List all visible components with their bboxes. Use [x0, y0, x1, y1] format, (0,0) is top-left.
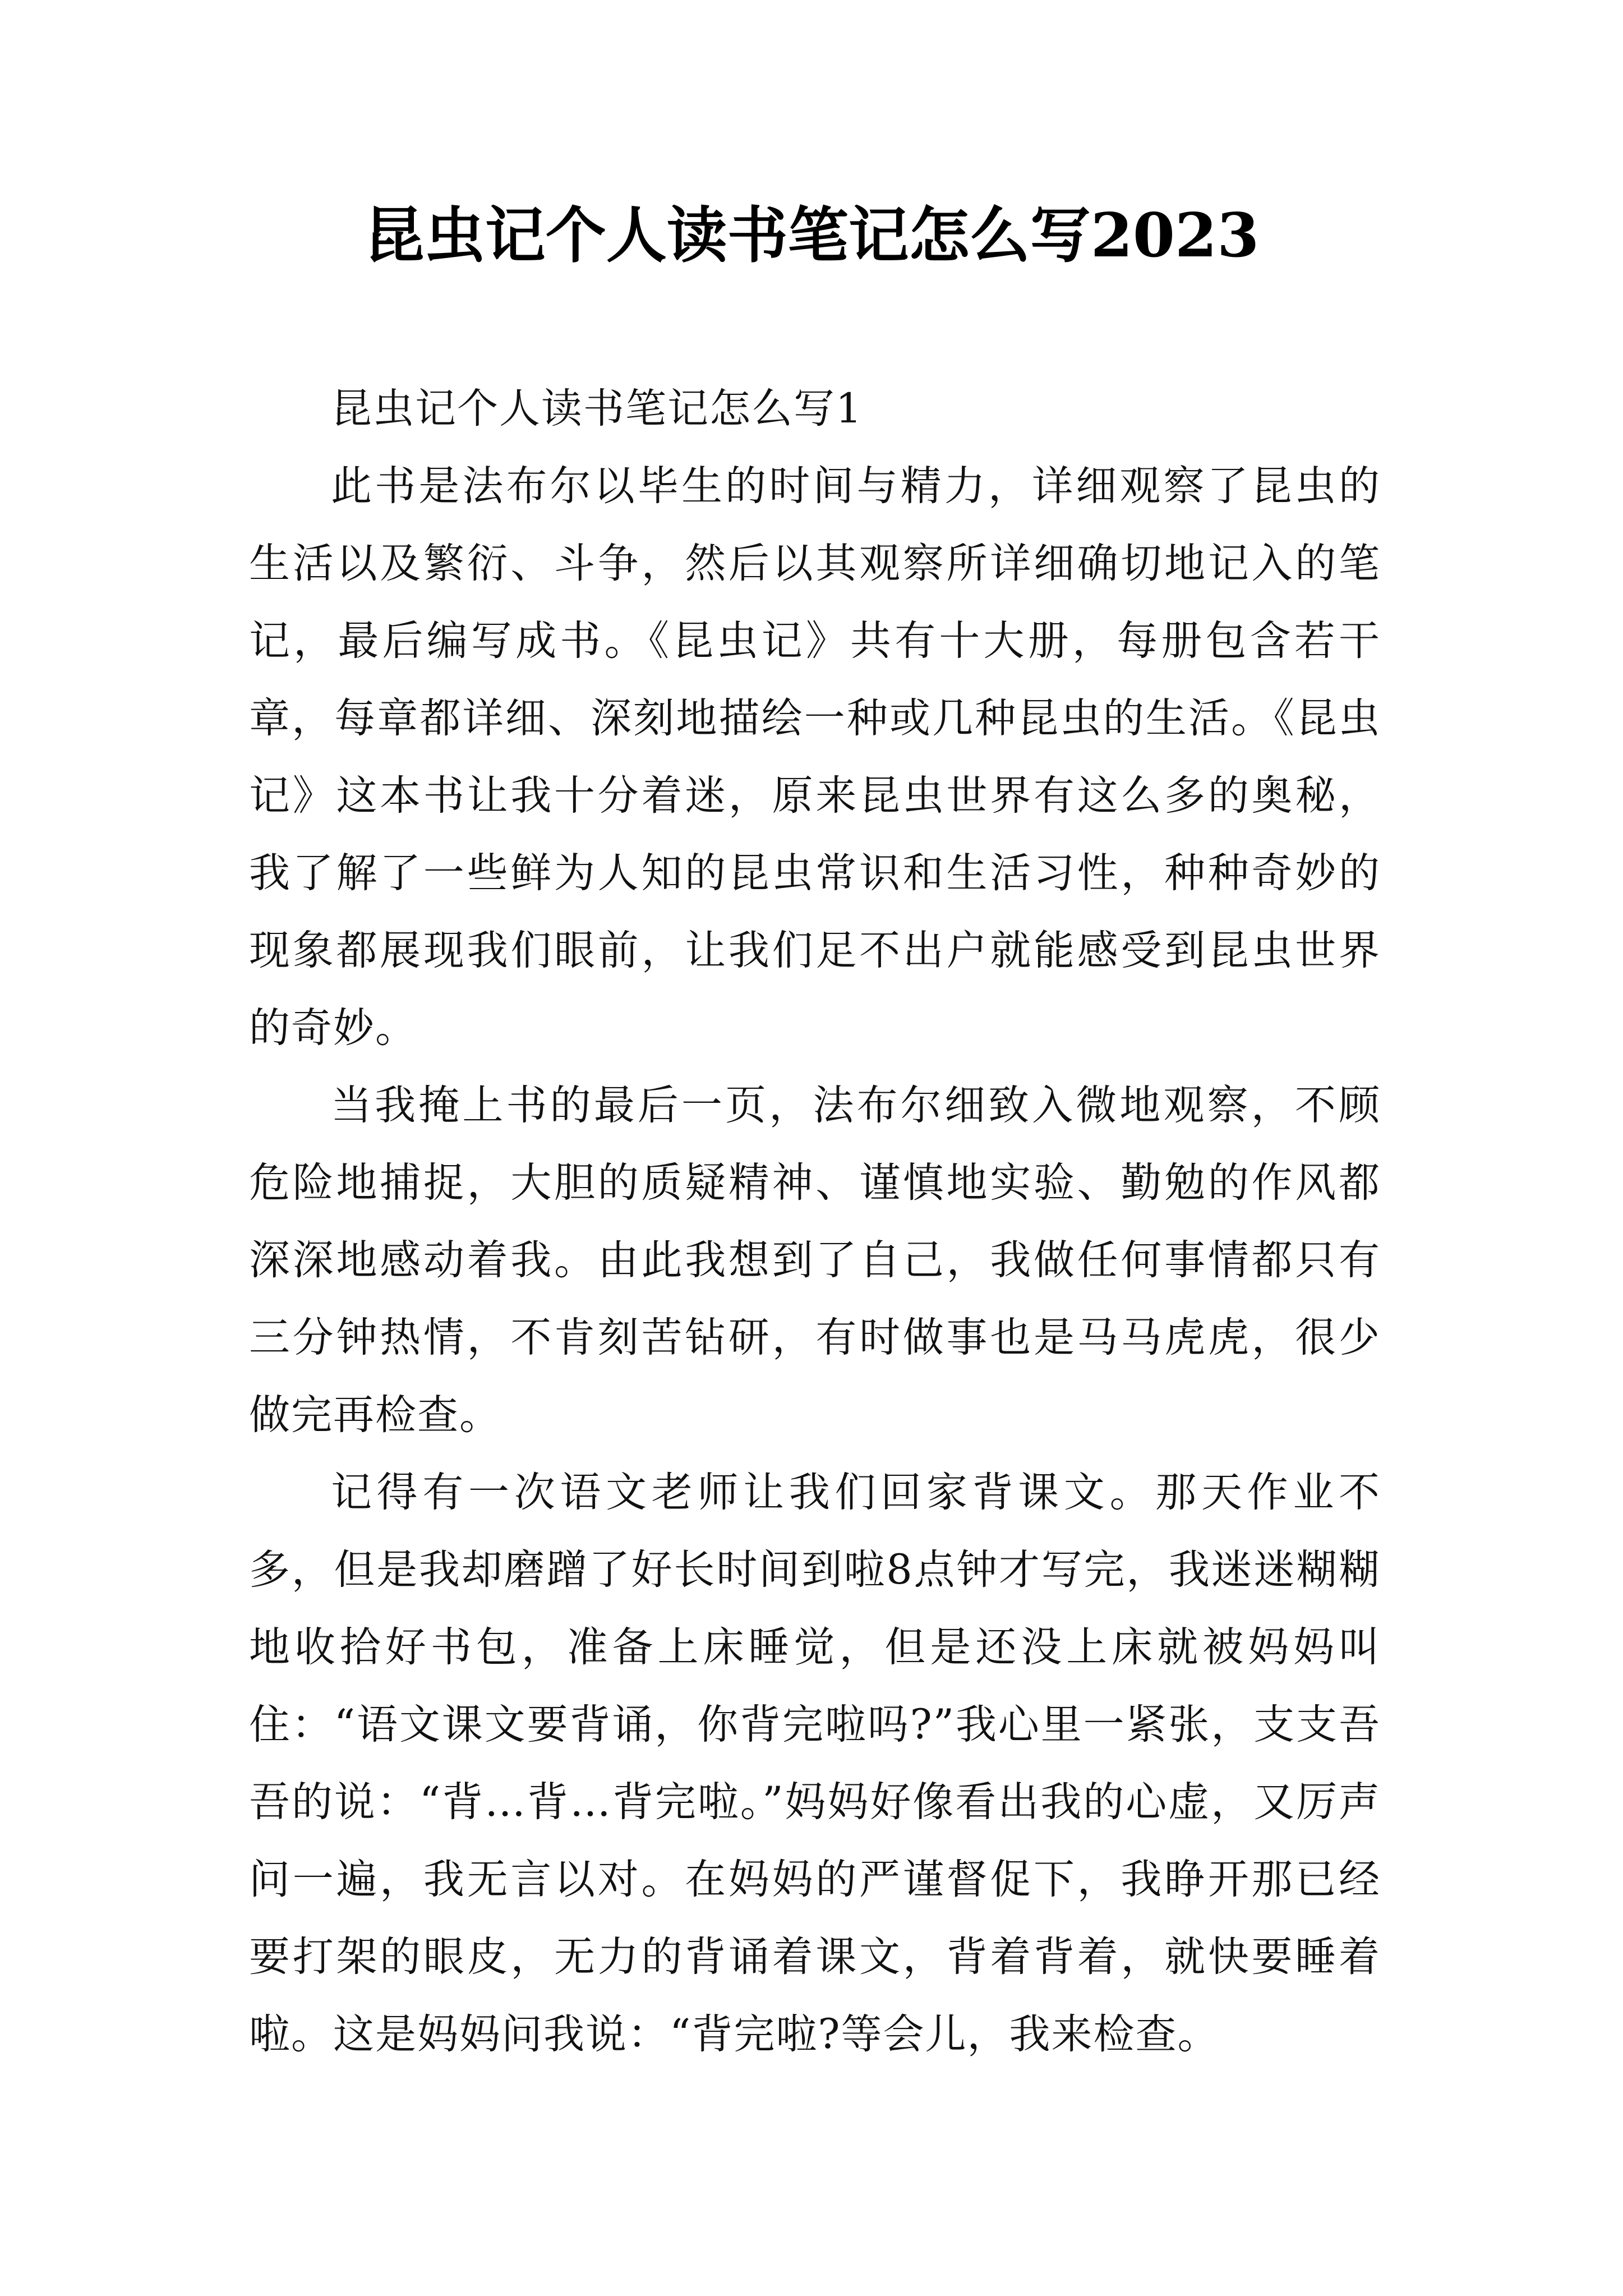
body-paragraph: 记得有一次语文老师让我们回家背课文。那天作业不多，但是我却磨蹭了好长时间到啦8点钟才写完，我迷迷糊糊地收拾好书包，准备上床睡觉，但是还没上床就被妈妈叫住：“语文课文要背诵，你背完啦吗?”我心里一紧张，支支吾吾的说：“背…背…背完啦。”妈妈好像看出我的心虚，又厉声问一遍，我无言以对。在妈妈的严谨督促下，我睁开那已经要打架的眼皮，无力的背诵着课文，背着背着，就快要睡着啦。这是妈妈问我说：“背完啦?等会儿，我来检查。: [249, 1469, 1381, 2058]
page-title: 昆虫记个人读书笔记怎么写2023: [363, 200, 1260, 271]
body-paragraph: 此书是法布尔以毕生的时间与精力，详细观察了昆虫的生活以及繁衍、斗争，然后以其观察所详细确切地记入的笔记，最后编写成书。《昆虫记》共有十大册，每册包含若干章，每章都详细、深刻地描绘一种或几种昆虫的生活。《昆虫记》这本书让我十分着迷，原来昆虫世界有这么多的奥秘，我了解了一些鲜为人知的昆虫常识和生活习性，种种奇妙的现象都展现我们眼前，让我们足不出户就能感受到昆虫世界的奇妙。: [249, 462, 1381, 1052]
section-heading: 昆虫记个人读书笔记怎么写1: [331, 385, 863, 432]
document-body: [249, 370, 1381, 2073]
body-paragraph: 当我掩上书的最后一页，法布尔细致入微地观察，不顾危险地捕捉，大胆的质疑精神、谨慎地实验、勤勉的作风都深深地感动着我。由此我想到了自己，我做任何事情都只有三分钟热情，不肯刻苦钻研，有时做事也是马马虎虎，很少做完再检查。: [249, 1082, 1381, 1439]
